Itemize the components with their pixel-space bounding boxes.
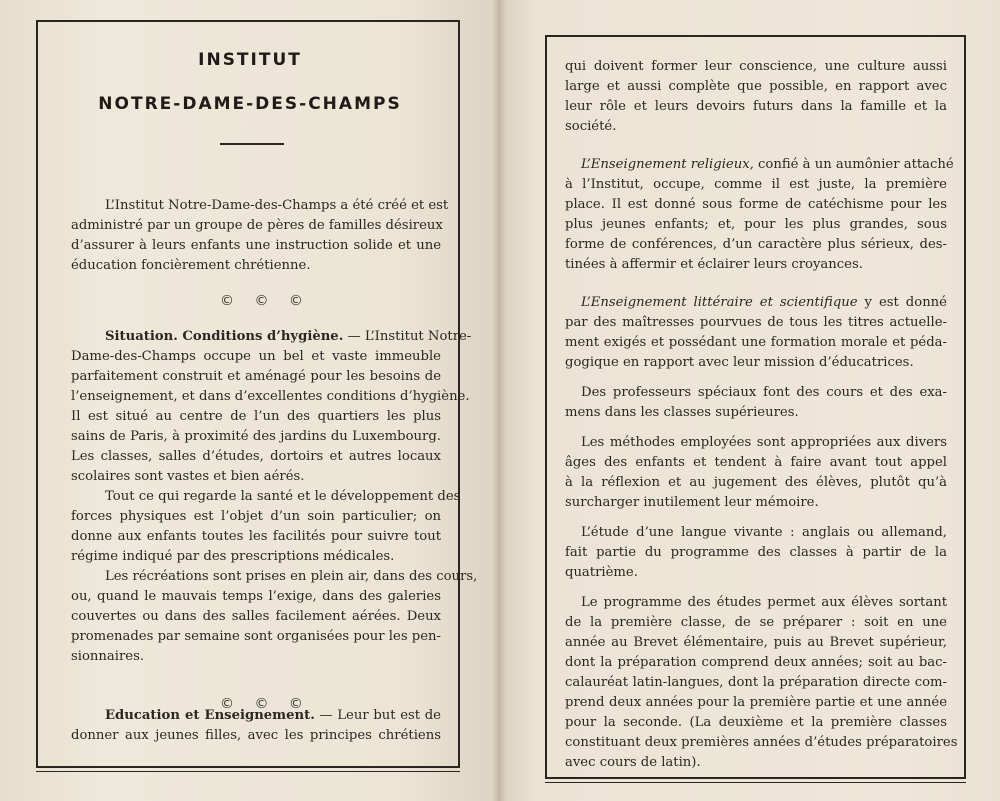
paragraph-methods: Les méthodes employées sont appropriées aux divers âges des enfants et tendent à faire avant tout appel à la réflexion et au jugement des élèves, plutôt qu’à surcharger inutilement leur mémoire. [565, 435, 947, 510]
literary-heading: L’Enseignement littéraire et scientifique [581, 295, 858, 310]
book-gutter [492, 0, 506, 801]
paragraph-culture: qui doivent former leur conscience, une culture aussi large et aussi complète que possible, en rapport avec leur rôle et leurs devoirs futurs dans la famille et la société. [565, 59, 947, 134]
paragraph-literary: L’Enseignement littéraire et scientifique y est donné par des maîtresses pourvues de tous les titres actuelle- ment exigés et possédant une formation morale et péda- gogique en rapport avec leur mission d’éducatrices. [565, 295, 947, 370]
situation-heading: Situation. Conditions d’hygiène. [105, 329, 344, 344]
title-notre-dame: NOTRE-DAME-DES-CHAMPS [98, 94, 402, 114]
ornament-divider-2: © © © [220, 696, 311, 712]
title-institut: INSTITUT [198, 50, 302, 70]
paragraph-programme: Le programme des études permet aux élèves sortant de la première classe, de se préparer : soit en une année au Brevet élémentaire, puis au Brevet supérieur, dont la préparation comprend deux années; soit au bac- calauréat latin-langues, dont la préparation directe com- prend deux années pour la première partie et une année pour la seconde. (La deuxième et la première classes constituant deux premières années d’études préparatoires avec cours de latin). [565, 595, 958, 770]
intro-paragraph: L’Institut Notre-Dame-des-Champs a été créé et est administré par un groupe de pères de familles désireux d’assurer à leurs enfants une instruction solide et une éducation foncièrement chrétienne. [71, 198, 449, 273]
title-divider [220, 143, 284, 145]
paragraph-professors: Des professeurs spéciaux font des cours et des exa- mens dans les classes supérieures. [565, 385, 947, 420]
education-heading: Education et Enseignement. [105, 708, 315, 723]
right-page-frame [545, 35, 966, 779]
paragraph-languages: L’étude d’une langue vivante : anglais ou allemand, fait partie du programme des classes à partir de la quatrième. [565, 525, 947, 580]
right-column [565, 57, 958, 783]
left-page-frame [36, 20, 478, 768]
paragraph-religious: L’Enseignement religieux, confié à un aumônier attaché à l’Institut, occupe, comme il est juste, la première place. Il est donné sous forme de catéchisme pour les plus jeunes enfants; et, pour les plus grandes, sous forme de conférences, d’un caractère plus sérieux, des- tinées à affermir et éclairer leurs croyances. [565, 157, 954, 272]
situation-section: Situation. Conditions d’hygiène. — L’Institut Notre- Dame-des-Champs occupe un bel et vaste immeuble parfaitement construit et aménagé pour les besoins de l’enseignement, et dans d’excellentes conditions d’hygiène. Il est situé au centre de l’un des quartiers les plus sains de Paris, à proximité des jardins du Luxembourg. Les classes, salles d’études, dortoirs et autres locaux scolaires sont vastes et bien aérés. Tout ce qui regarde la santé et le développement des forces physiques est l’objet d’un soin particulier; on donne aux enfants toutes les facilités pour suivre tout régime indiqué par des prescriptions médicales. Les récréations sont prises en plein air, dans des cours, ou, quand le mauvais temps l’exige, dans des galeries couvertes ou dans des salles facilement aérées. Deux promenades par semaine sont organisées pour les pen- sionnaires. [71, 329, 478, 664]
religious-heading: L’Enseignement religieux, [581, 157, 754, 172]
ornament-divider: © © © [220, 293, 311, 309]
education-section: Education et Enseignement. — Leur but est de donner aux jeunes filles, avec les principes chrétiens [71, 708, 441, 743]
